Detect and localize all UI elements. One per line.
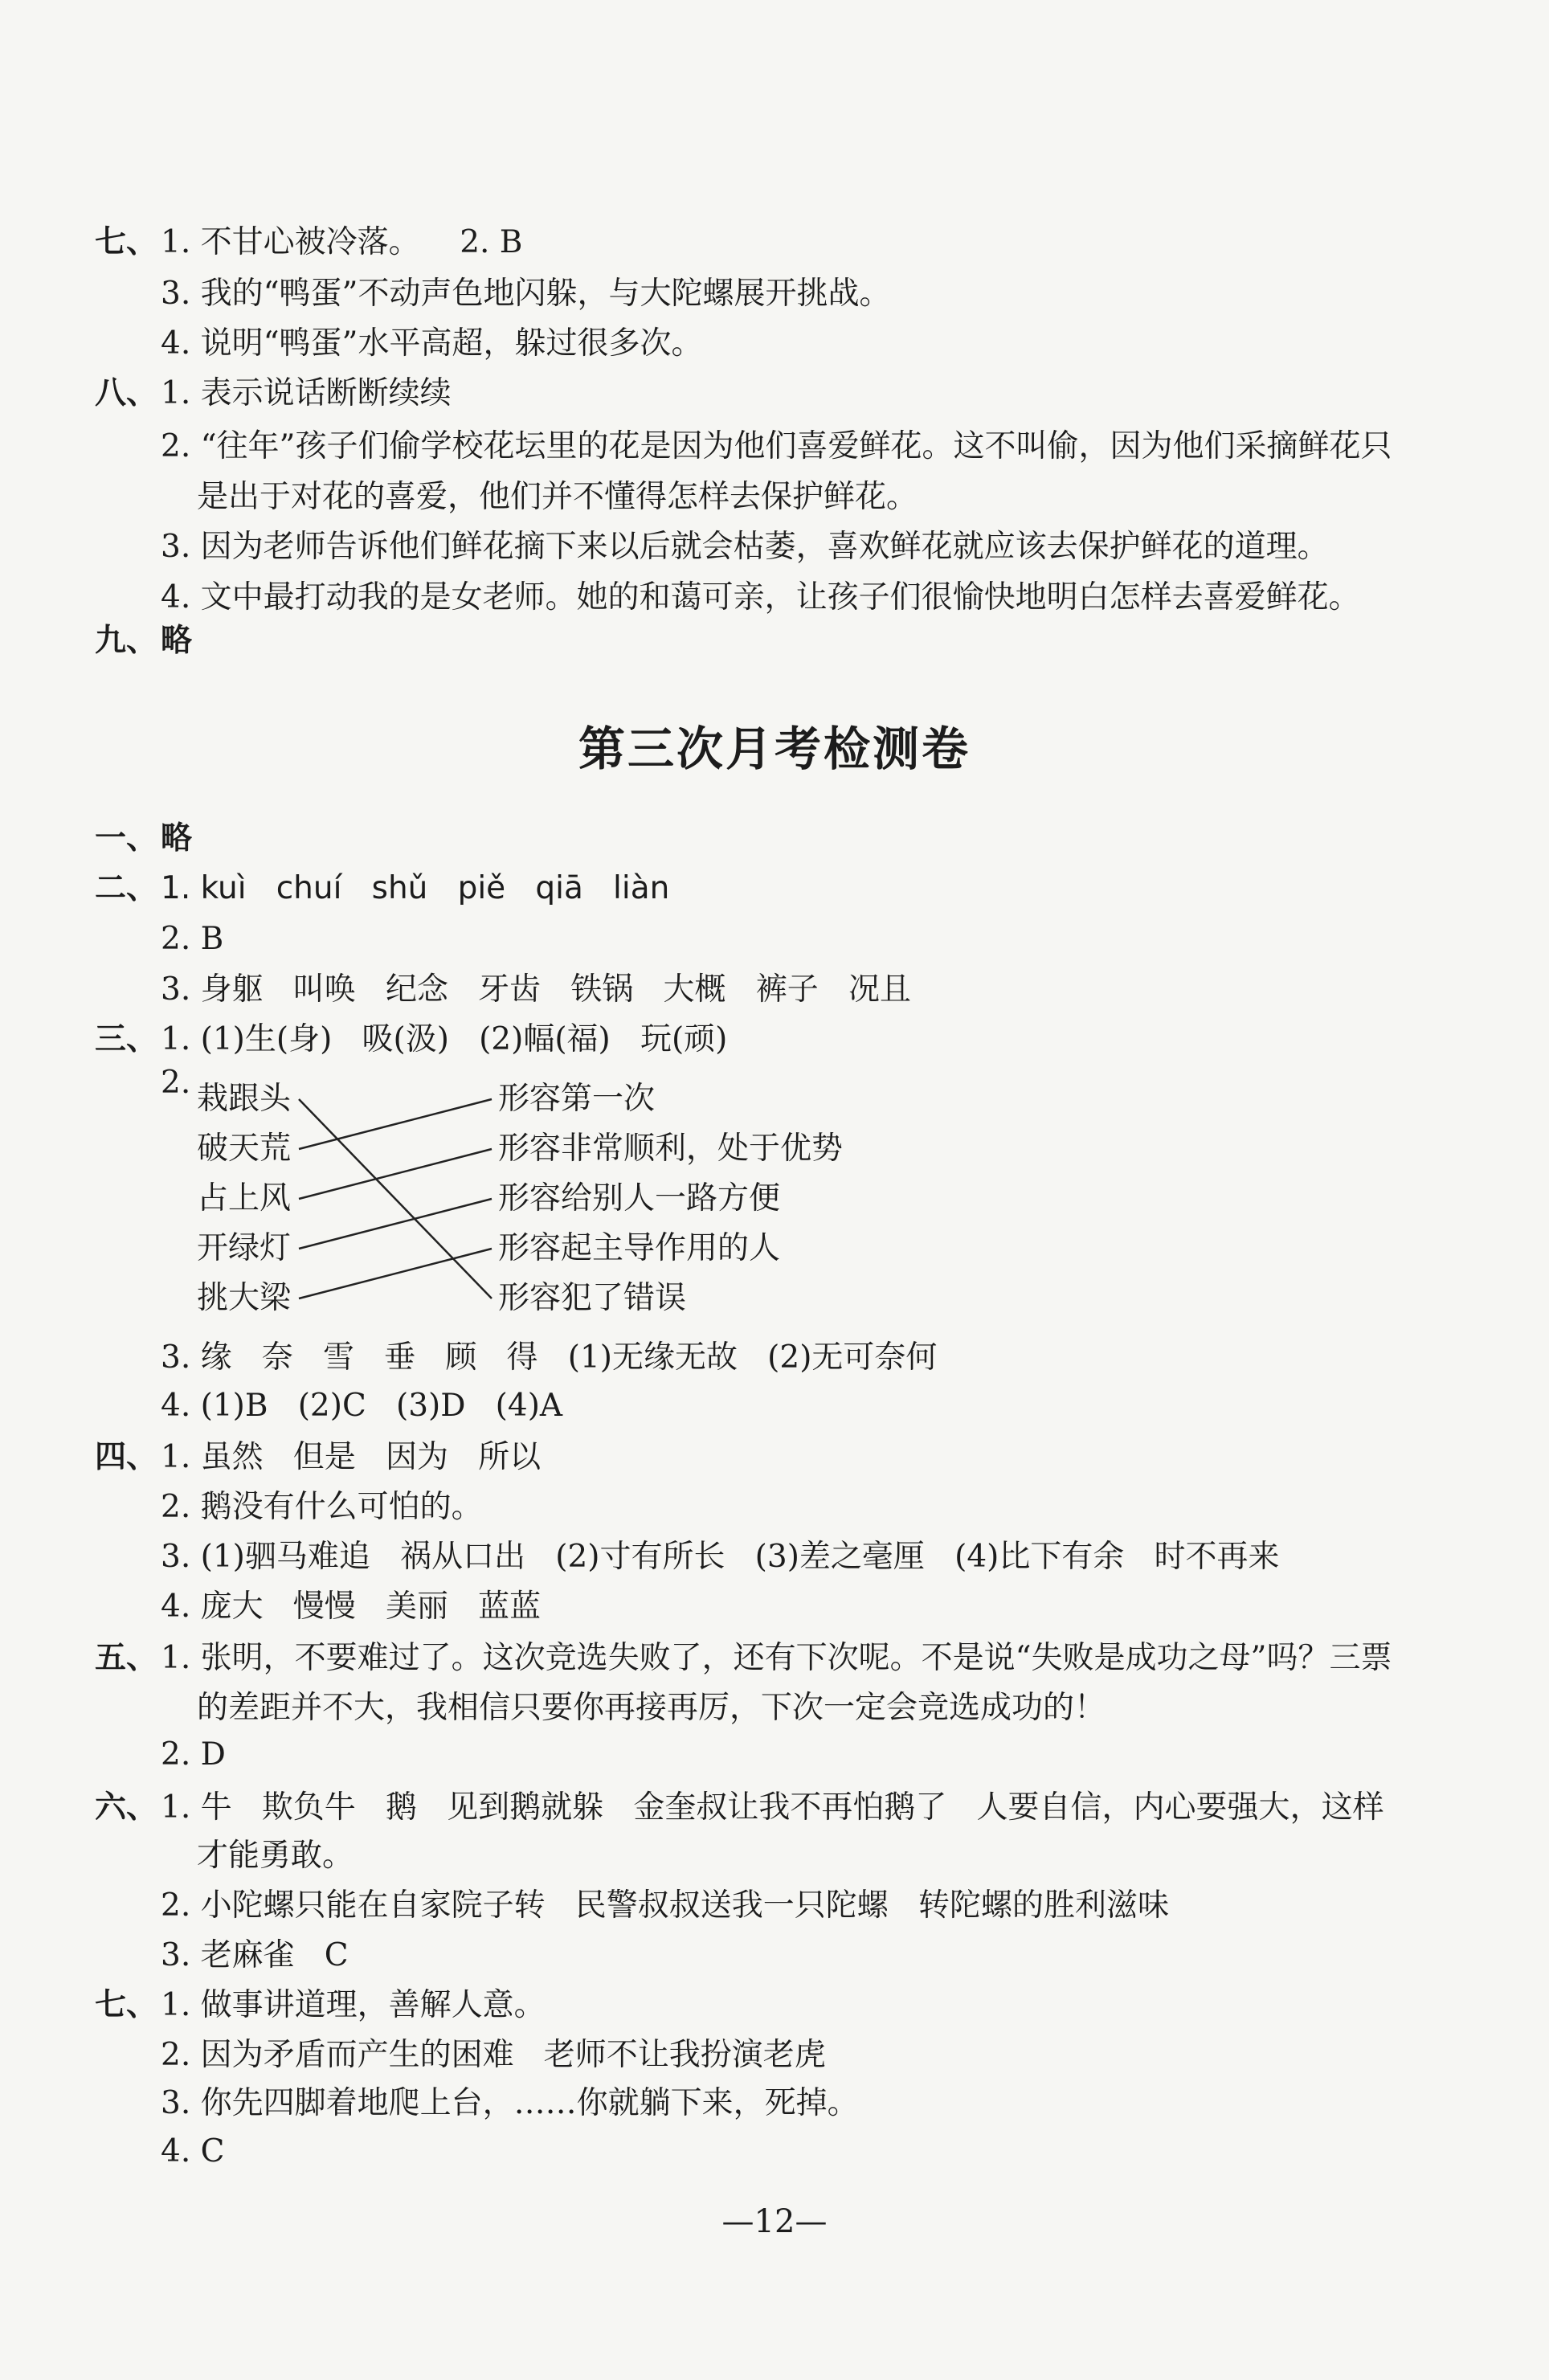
matching-left-item: 破天荒: [197, 1131, 292, 1167]
answer-line: 1. (1)生(身) 吸(汲) (2)幅(福) 玩(顽): [161, 1021, 728, 1057]
answer-line: 才能勇敢。: [197, 1838, 354, 1874]
matching-right-item: 形容第一次: [498, 1081, 656, 1117]
section-label-3: 三、: [95, 1021, 158, 1057]
section-label-5: 五、: [95, 1640, 158, 1676]
answer-line: 3. (1)驷马难追 祸从口出 (2)寸有所长 (3)差之毫厘 (4)比下有余 时不再来: [161, 1539, 1280, 1575]
answer-line: 2. 鹅没有什么可怕的。: [161, 1489, 483, 1525]
matching-right-item: 形容犯了错误: [498, 1280, 687, 1316]
matching-line: [299, 1149, 492, 1199]
answer-line: 1. 牛 欺负牛 鹅 见到鹅就躲 金奎叔让我不再怕鹅了 人要自信，内心要强大，这样: [161, 1789, 1384, 1826]
section-label-8: 八、: [95, 375, 158, 411]
matching-left-item: 开绿灯: [197, 1230, 292, 1266]
matching-line: [299, 1099, 492, 1149]
matching-left-item: 栽跟头: [197, 1081, 292, 1117]
answer-line: 1. 虽然 但是 因为 所以: [161, 1439, 542, 1475]
matching-left-item: 占上风: [197, 1180, 292, 1217]
section-label-4: 四、: [95, 1439, 158, 1475]
answer-line: 4. C: [161, 2133, 225, 2169]
matching-left-item: 挑大梁: [197, 1280, 292, 1316]
answer-line: 4. 文中最打动我的是女老师。她的和蔼可亲，让孩子们很愉快地明白怎样去喜爱鲜花。: [161, 579, 1360, 615]
answer-line: 2. 小陀螺只能在自家院子转 民警叔叔送我一只陀螺 转陀螺的胜利滋味: [161, 1887, 1169, 1924]
section-label-9: 九、: [95, 623, 158, 659]
answer-line: 3. 身躯 叫唤 纪念 牙齿 铁锅 大概 裤子 况且: [161, 971, 911, 1008]
matching-line: [299, 1199, 492, 1249]
answer-line: 4. (1)B (2)C (3)D (4)A: [161, 1388, 563, 1424]
answer-line: 4. 庞大 慢慢 美丽 蓝蓝: [161, 1589, 542, 1625]
matching-right-item: 形容给别人一路方便: [498, 1180, 781, 1217]
answer-line: 3. 你先四脚着地爬上台，……你就躺下来，死掉。: [161, 2085, 859, 2121]
answer-line: 略: [161, 820, 193, 857]
page-title: 第三次月考检测卷: [578, 722, 971, 776]
answer-line: 2. 因为矛盾而产生的困难 老师不让我扮演老虎: [161, 2037, 826, 2073]
answer-line: 的差距并不大，我相信只要你再接再厉，下次一定会竞选成功的！: [197, 1690, 1106, 1726]
section-label-2: 二、: [95, 870, 158, 906]
answer-line: 1. 做事讲道理，善解人意。: [161, 1987, 546, 2023]
answer-line: 3. 我的“鸭蛋”不动声色地闪躲，与大陀螺展开挑战。: [161, 276, 891, 312]
section-label-7a: 七、: [95, 224, 158, 260]
answer-line: 4. 说明“鸭蛋”水平高超，躲过很多次。: [161, 325, 703, 362]
answer-line: 略: [161, 623, 193, 659]
answer-line: 2. D: [161, 1736, 226, 1773]
section-label-1: 一、: [95, 820, 158, 857]
answer-line: 1. 表示说话断断续续: [161, 375, 452, 411]
answer-line-pinyin: 1. kuì chuí shǔ piě qiā liàn: [161, 870, 670, 906]
matching-line: [299, 1099, 492, 1298]
page-number: —12—: [721, 2203, 828, 2240]
answer-line: 1. 不甘心被冷落。 2. B: [161, 224, 523, 260]
answer-line: 3. 老麻雀 C: [161, 1937, 349, 1973]
section-label-7b: 七、: [95, 1987, 158, 2023]
answer-line: 3. 因为老师告诉他们鲜花摘下来以后就会枯萎，喜欢鲜花就应该去保护鲜花的道理。: [161, 529, 1329, 565]
section-label-6: 六、: [95, 1789, 158, 1826]
matching-right-item: 形容非常顺利，处于优势: [498, 1131, 844, 1167]
matching-number: 2.: [161, 1065, 191, 1101]
answer-line: 2. B: [161, 921, 224, 957]
matching-line: [299, 1249, 492, 1298]
answer-line: 2. “往年”孩子们偷学校花坛里的花是因为他们喜爱鲜花。这不叫偷，因为他们采摘鲜花只: [161, 428, 1392, 464]
answer-line: 1. 张明，不要难过了。这次竞选失败了，还有下次呢。不是说“失败是成功之母”吗？三票: [161, 1640, 1392, 1676]
answer-line: 是出于对花的喜爱，他们并不懂得怎样去保护鲜花。: [197, 479, 918, 515]
answer-line: 3. 缘 奈 雪 垂 顾 得 (1)无缘无故 (2)无可奈何: [161, 1339, 938, 1376]
matching-right-item: 形容起主导作用的人: [498, 1230, 781, 1266]
